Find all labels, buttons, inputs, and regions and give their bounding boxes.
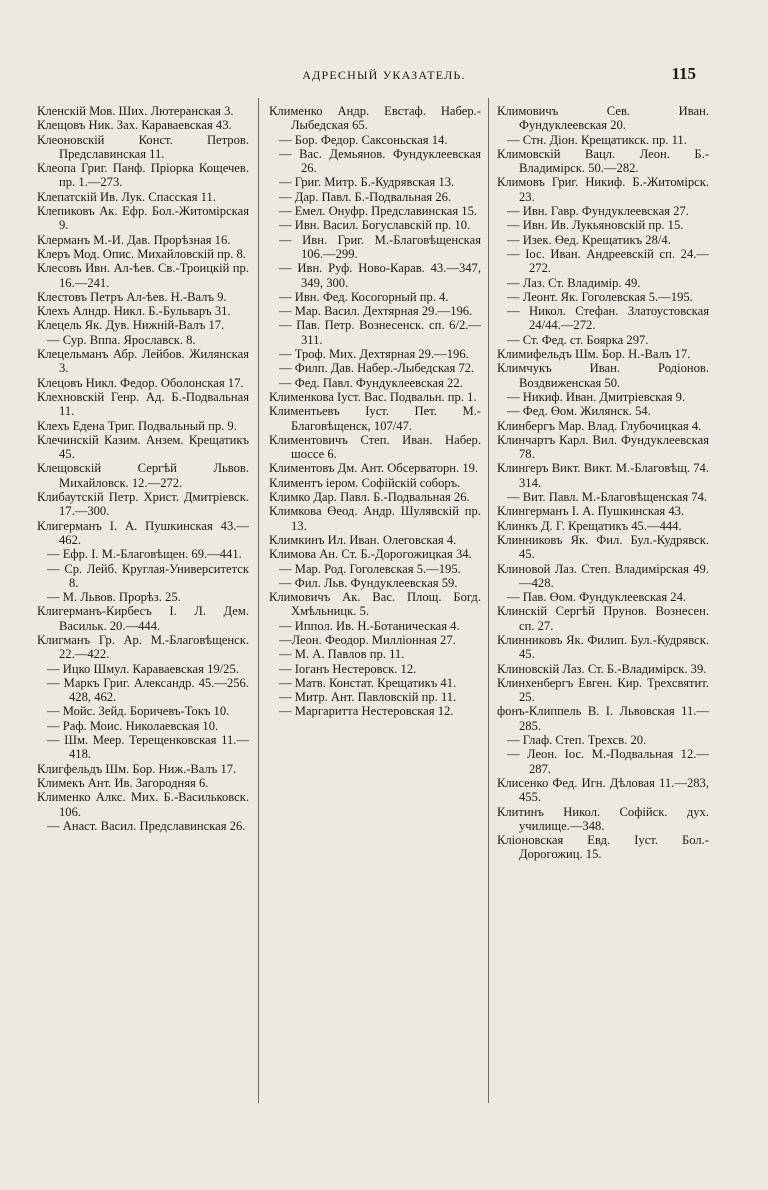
directory-entry: — Ст. Фед. ст. Боярка 297. (507, 332, 649, 347)
directory-entry: Климова Ан. Ст. Б.-Дорогожицкая 34. (269, 547, 472, 562)
directory-entry: Клиновой Лаз. Степ. Владимірская 49.—428. (497, 561, 709, 590)
directory-entry: — Никиф. Иван. Дмитріевская 9. (507, 389, 686, 404)
directory-entry: Клецельманъ Абр. Лейбов. Жилянская 3. (37, 347, 249, 376)
directory-entry: — Іоганъ Нестеровск. 12. (279, 661, 417, 676)
column-3 (497, 104, 709, 862)
directory-entry: Климекъ Ант. Ив. Загородняя 6. (37, 775, 209, 790)
directory-entry: — Ивн. Григ. М.-Благовѣщенская 106.—299. (279, 232, 481, 261)
directory-entry: — Мар. Род. Гоголевская 5.—195. (279, 561, 461, 576)
directory-entry: — Бор. Федор. Саксоньская 14. (279, 132, 448, 147)
directory-entry: Климентовичъ Степ. Иван. Набер. шоссе 6. (269, 432, 481, 462)
directory-entry: — Маргаритта Нестеровская 12. (279, 704, 454, 719)
directory-entry: — Глаф. Степ. Трехсв. 20. (507, 733, 647, 748)
directory-entry: Клечинскій Казим. Анзем. Крещатикъ 45. (37, 432, 249, 462)
column-1 (37, 104, 249, 833)
directory-entry: Клиновскій Лаз. Ст. Б.-Владимірск. 39. (497, 661, 707, 676)
directory-entry: Клеоновскій Конст. Петров. Предславинская 11. (37, 132, 249, 161)
directory-entry: Клигфельдъ Шм. Бор. Ниж.-Валъ 17. (37, 761, 237, 776)
directory-entry: — Мар. Васил. Дехтярная 29.—196. (279, 304, 473, 319)
directory-entry: Клисенко Фед. Игн. Дѣловая 11.—283, 455. (497, 775, 709, 805)
directory-entry: Климентовъ Дм. Ант. Обсерваторн. 19. (269, 461, 479, 476)
directory-entry: — Ицко Шмул. Караваевская 19/25. (47, 661, 239, 676)
column-divider (258, 98, 259, 1103)
directory-entry: Клецель Як. Дув. Нижній-Валъ 17. (37, 318, 225, 333)
directory-entry: Клехновскій Генр. Ад. Б.-Подвальная 11. (37, 389, 249, 419)
directory-entry: — Анаст. Васил. Предславинская 26. (47, 818, 246, 833)
directory-entry: Климкова Өеод. Андр. Шулявскій пр. 13. (269, 504, 481, 533)
directory-entry: — Емел. Онуфр. Предславинская 15. (279, 204, 478, 219)
directory-entry: — Филп. Дав. Набер.-Лыбедская 72. (279, 361, 475, 376)
directory-entry: Клигманъ Гр. Ар. М.-Благовѣщенск. 22.—422. (37, 632, 249, 662)
directory-entry: Клинниковъ Як. Фил. Бул.-Кудрявск. 45. (497, 532, 709, 562)
directory-entry: — Сур. Вппа. Ярославск. 8. (47, 332, 196, 347)
directory-entry: Клещовъ Ник. Зах. Караваевская 43. (37, 118, 232, 133)
directory-entry: — Раф. Моис. Николаевская 10. (47, 718, 219, 733)
directory-entry: Кліоновская Евд. Іуст. Бол.-Дорогожиц. 15. (497, 833, 709, 862)
directory-entry: — Ефр. І. М.-Благовѣщен. 69.—441. (47, 547, 242, 562)
directory-entry: — Дар. Павл. Б.-Подвальная 26. (279, 189, 452, 204)
directory-entry: — Митр. Ант. Павловскій пр. 11. (279, 690, 457, 705)
directory-entry: Клещовскій Сергѣй Львов. Михайловск. 12.—272. (37, 461, 249, 490)
directory-entry: фонъ-Клиппель В. І. Львовская 11.—285. (497, 704, 709, 733)
directory-entry: — Фед. Павл. Фундуклеевская 22. (279, 375, 463, 390)
directory-entry: Клепатскій Ив. Лук. Спасская 11. (37, 189, 216, 204)
directory-entry: Климовичъ Сев. Иван. Фундуклеевская 20. (497, 104, 709, 133)
directory-entry: Клинскій Сергѣй Прунов. Вознесен. сп. 27. (497, 604, 709, 633)
directory-entry: Климовъ Григ. Никиф. Б.-Житомірск. 23. (497, 175, 709, 204)
directory-entry: Климкинъ Ил. Иван. Олеговская 4. (269, 532, 457, 547)
directory-entry: — Іос. Иван. Андреевскій сп. 24.—272. (507, 246, 709, 276)
directory-entry: — Изек. Өед. Крещатикъ 28/4. (507, 232, 671, 247)
page-number: 115 (671, 64, 696, 83)
directory-entry: — Ивн. Васил. Богуславскій пр. 10. (279, 218, 471, 233)
directory-entry: Климовскій Вацл. Леон. Б.-Владимірск. 50.—282. (497, 146, 709, 176)
page-header (0, 64, 768, 86)
running-title: АДРЕСНЫЙ УКАЗАТЕЛЬ. (302, 68, 466, 82)
directory-entry: — Шм. Меер. Терещенковская 11.—418. (47, 733, 249, 762)
directory-entry: Клименко Алкс. Мих. Б.-Васильковск. 106. (37, 790, 249, 819)
directory-entry: — М. А. Павлов пр. 11. (279, 647, 405, 662)
directory-entry: Клеръ Мод. Опис. Михайловскій пр. 8. (37, 246, 246, 261)
directory-entry: Клехъ Алндр. Никл. Б.-Бульваръ 31. (37, 304, 231, 319)
directory-entry: —Леон. Феодор. Милліонная 27. (279, 632, 456, 647)
directory-entry: — Пав. Петр. Вознесенск. сп. 6/2.—311. (279, 318, 481, 347)
directory-entry: Климко Дар. Павл. Б.-Подвальная 26. (269, 490, 470, 505)
directory-entry: Клинчартъ Карл. Вил. Фундуклеевская 78. (497, 432, 709, 462)
directory-entry: Клепиковъ Ак. Ефр. Бол.-Житомірская 9. (37, 204, 249, 233)
directory-entry: Клибаутскій Петр. Христ. Дмитріевск. 17.—300. (37, 490, 249, 519)
directory-entry: — М. Львов. Прорѣз. 25. (47, 590, 181, 605)
directory-entry: Клигерманъ І. А. Пушкинская 43.—462. (37, 518, 249, 547)
directory-entry: — Матв. Констат. Крещатикъ 41. (279, 675, 457, 690)
directory-entry: Клименко Андр. Евстаф. Набер.-Лыбедская 65. (269, 104, 481, 133)
directory-entry: — Леон. Іос. М.-Подвальная 12.—287. (507, 747, 709, 776)
directory-entry: Клеопа Григ. Панф. Пріорка Кощечев. пр. 1.—273. (37, 161, 249, 190)
directory-entry: — Григ. Митр. Б.-Кудрявская 13. (279, 175, 455, 190)
directory-entry: Клинхенбергъ Евген. Кир. Трехсвятит. 25. (497, 675, 709, 705)
directory-entry: — Маркъ Григ. Александр. 45.—256. 428, 462. (47, 675, 249, 705)
column-divider (488, 98, 489, 1103)
directory-entry: — Троф. Мих. Дехтярная 29.—196. (279, 347, 469, 362)
directory-entry: Клингеръ Викт. Викт. М.-Благовѣщ. 74. 314. (497, 461, 709, 490)
directory-entry: — Стн. Діон. Крещатикск. пр. 11. (507, 132, 687, 147)
directory-entry: — Мойс. Зейд. Боричевъ-Токъ 10. (47, 704, 230, 719)
directory-entry: Клецовъ Никл. Федор. Оболонская 17. (37, 375, 244, 390)
directory-entry: Клинбергъ Мар. Влад. Глубочицкая 4. (497, 418, 702, 433)
directory-entry: Клинниковъ Як. Филип. Бул.-Кудрявск. 45. (497, 632, 709, 662)
directory-entry: Клехъ Едена Триг. Подвальный пр. 9. (37, 418, 237, 433)
directory-entry: Кленскій Мов. Ших. Лютеранская 3. (37, 104, 234, 118)
directory-entry: Климчукъ Иван. Родіонов. Воздвиженская 50. (497, 361, 709, 390)
directory-entry: — Ивн. Фед. Косогорный пр. 4. (279, 289, 449, 304)
directory-entry: Клинкъ Д. Г. Крещатикъ 45.—444. (497, 518, 682, 533)
directory-entry: Климифельдъ Шм. Бор. Н.-Валъ 17. (497, 347, 691, 362)
directory-entry: — Фед. Өом. Жилянск. 54. (507, 404, 651, 419)
directory-entry: — Вас. Демьянов. Фундуклеевская 26. (279, 146, 481, 176)
directory-entry: Клерманъ М.-И. Дав. Прорѣзная 16. (37, 232, 231, 247)
directory-entry: Клименкова Іуст. Вас. Подвальн. пр. 1. (269, 389, 477, 404)
directory-entry: — Ивн. Гавр. Фундуклеевская 27. (507, 204, 689, 219)
directory-entry: — Леонт. Як. Гоголевская 5.—195. (507, 289, 693, 304)
directory-entry: — Ивн. Ив. Лукьяновскій пр. 15. (507, 218, 684, 233)
directory-entry: — Фил. Льв. Фундуклеевская 59. (279, 575, 458, 590)
directory-entry: Климентъ іером. Софійскій соборъ. (269, 475, 461, 490)
directory-entry: — Ивн. Руф. Ново-Карав. 43.—347, 349, 300. (279, 261, 481, 290)
directory-entry: Клигерманъ-Кирбесъ І. Л. Дем. Васильк. 20.—444. (37, 604, 249, 633)
directory-entry: Клесовъ Ивн. Ал-ѣев. Св.-Троицкій пр. 16.—241. (37, 261, 249, 290)
directory-entry: Клитинъ Никол. Софійск. дух. училище.—348. (497, 804, 709, 833)
directory-entry: — Никол. Стефан. Златоустовская 24/44.—272. (507, 304, 709, 333)
directory-entry: Климовичъ Ак. Вас. Площ. Богд. Хмѣльницк. 5. (269, 590, 481, 619)
directory-entry: — Пав. Өом. Фундуклеевская 24. (507, 590, 687, 605)
directory-entry: Клестовъ Петръ Ал-ѣев. Н.-Валъ 9. (37, 289, 227, 304)
directory-entry: — Ср. Лейб. Круглая-Университетск 8. (47, 561, 249, 590)
column-2 (269, 104, 481, 719)
directory-entry: Клингерманъ І. А. Пушкинская 43. (497, 504, 685, 519)
directory-entry: — Лаз. Ст. Владимір. 49. (507, 275, 641, 290)
directory-entry: Климентьевъ Іуст. Пет. М.-Благовѣщенск, 107/47. (269, 404, 481, 433)
directory-entry: — Вит. Павл. М.-Благовѣщенская 74. (507, 490, 708, 505)
directory-entry: — Иппол. Ив. Н.-Ботаническая 4. (279, 618, 460, 633)
